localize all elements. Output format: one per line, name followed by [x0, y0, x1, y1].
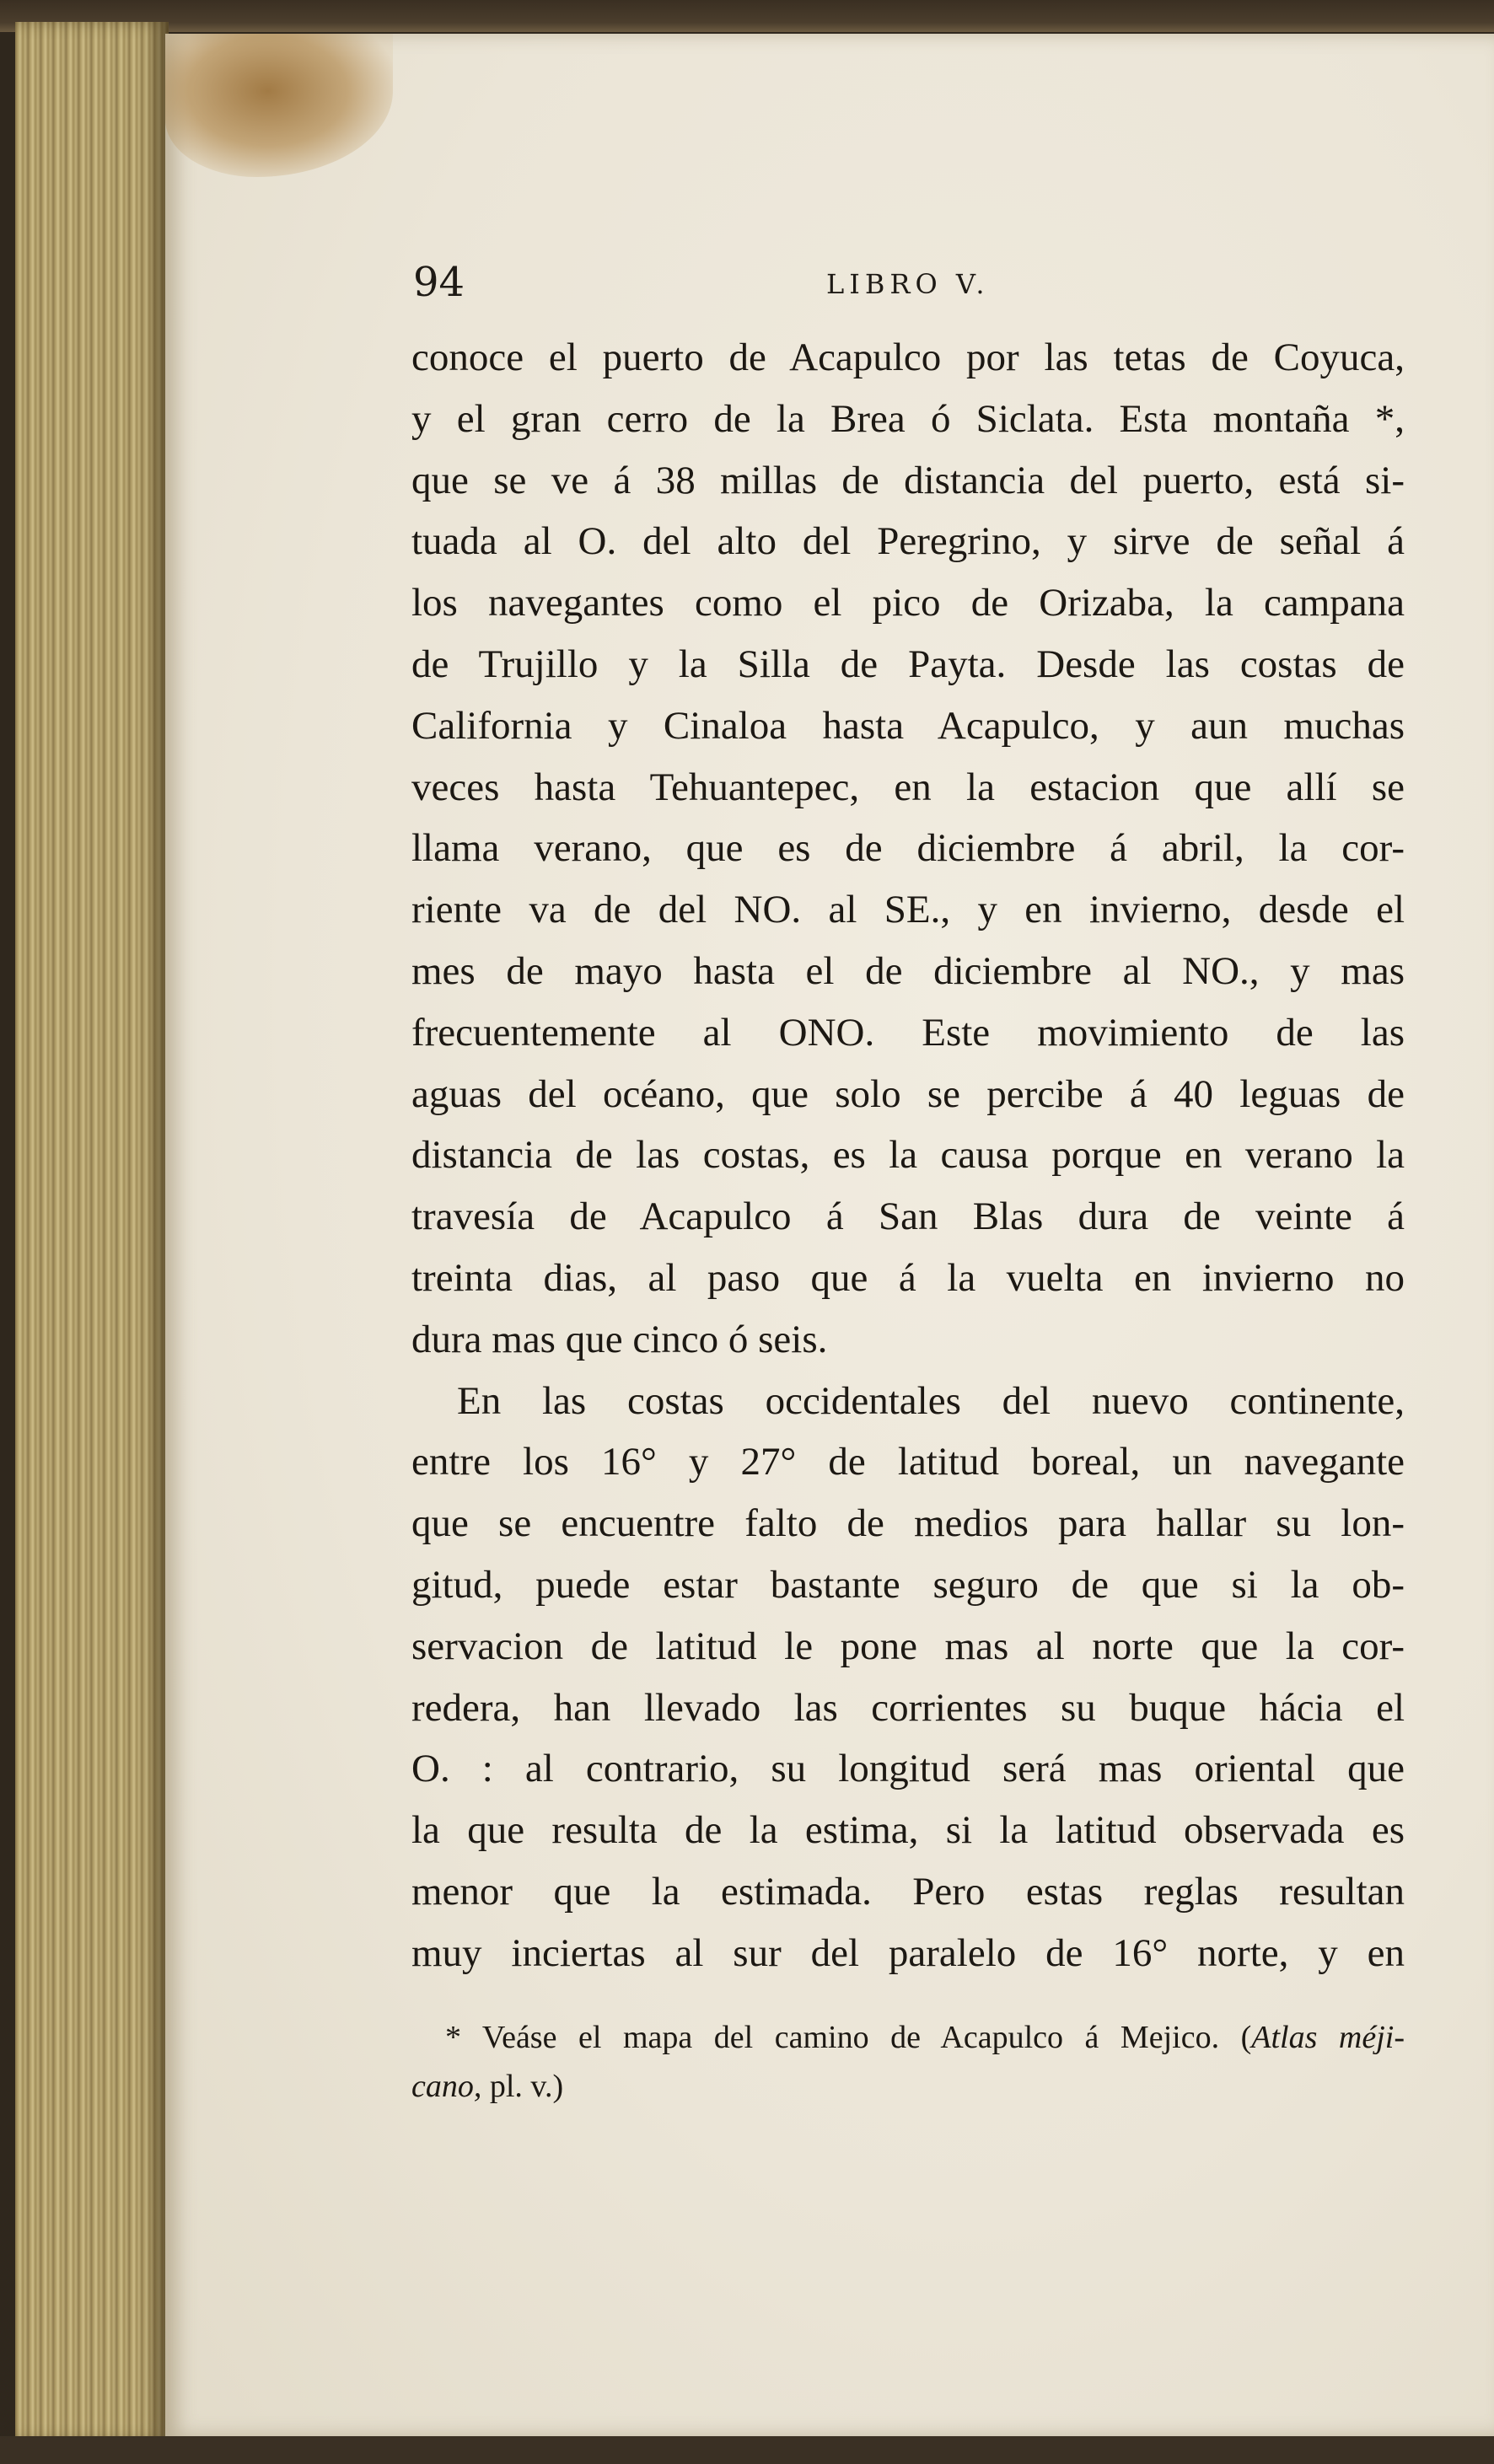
text-line: llama verano, que es de diciembre á abril, la cor- — [411, 826, 1405, 871]
text-line: distancia de las costas, es la causa porque en verano la — [411, 1133, 1405, 1178]
text-line: treinta dias, al paso que á la vuelta en invierno no — [411, 1255, 1405, 1300]
text-line: muy inciertas al sur del paralelo de 16° norte, y en — [411, 1930, 1405, 1975]
text-line: California y Cinaloa hasta Acapulco, y aun muchas — [411, 703, 1405, 748]
text-line: aguas del océano, que solo se percibe á 40 leguas de — [411, 1071, 1405, 1116]
text-line: que se ve á 38 millas de distancia del puerto, está si- — [411, 458, 1405, 502]
text-line: veces hasta Tehuantepec, en la estacion que allí se — [411, 765, 1405, 809]
paragraph-start-line: En las costas occidentales del nuevo continente, — [457, 1378, 1405, 1423]
text-line: O. : al contrario, su longitud será mas oriental que — [411, 1747, 1405, 1791]
running-head: LIBRO V. — [826, 268, 990, 300]
text-line: los navegantes como el pico de Orizaba, la campana — [411, 581, 1405, 625]
text-line: y el gran cerro de la Brea ó Siclata. Esta montaña *, — [411, 396, 1405, 441]
text-line: mes de mayo hasta el de diciembre al NO., y mas — [411, 948, 1405, 993]
footnote — [411, 2013, 1405, 2111]
text-line: redera, han llevado las corrientes su buque hácia el — [411, 1685, 1405, 1730]
text-line: frecuentemente al ONO. Este movimiento de las — [411, 1010, 1405, 1055]
text-line: servacion de latitud le pone mas al norte que la cor- — [411, 1624, 1405, 1668]
paragraph-end-line: dura mas que cinco ó seis. — [411, 1317, 828, 1361]
text-line: tuada al O. del alto del Peregrino, y sirve de señal á — [411, 519, 1405, 564]
binding-top-edge — [0, 0, 1494, 32]
page-edges — [15, 22, 169, 2441]
footnote-italic: cano, — [411, 2069, 482, 2104]
footnote-text: * Veáse el mapa del camino de Acapulco á Mejico. ( — [445, 2020, 1252, 2055]
footnote-italic: Atlas méji- — [1251, 2020, 1405, 2055]
binding-bottom-edge — [0, 2436, 1494, 2464]
text-line: la que resulta de la estima, si la latitud observada es — [411, 1808, 1405, 1853]
body-text — [411, 327, 1405, 1984]
water-stain — [165, 34, 393, 177]
text-line: travesía de Acapulco á San Blas dura de veinte á — [411, 1194, 1405, 1239]
text-line: que se encuentre falto de medios para hallar su lon- — [411, 1501, 1405, 1546]
text-line: de Trujillo y la Silla de Payta. Desde las costas de — [411, 641, 1405, 686]
footnote-line — [411, 2013, 1405, 2062]
text-line: entre los 16° y 27° de latitud boreal, un navegante — [411, 1440, 1405, 1484]
text-line: gitud, puede estar bastante seguro de que si la ob- — [411, 1562, 1405, 1607]
text-line: conoce el puerto de Acapulco por las tetas de Coyuca, — [411, 336, 1405, 379]
footnote-text: pl. v.) — [481, 2069, 564, 2104]
text-line: menor que la estimada. Pero estas reglas resultan — [411, 1869, 1405, 1914]
text-line: riente va de del NO. al SE., y en invierno, desde el — [411, 888, 1405, 932]
page-header — [413, 253, 1404, 312]
footnote-line — [411, 2062, 1405, 2111]
page-number: 94 — [413, 259, 465, 306]
